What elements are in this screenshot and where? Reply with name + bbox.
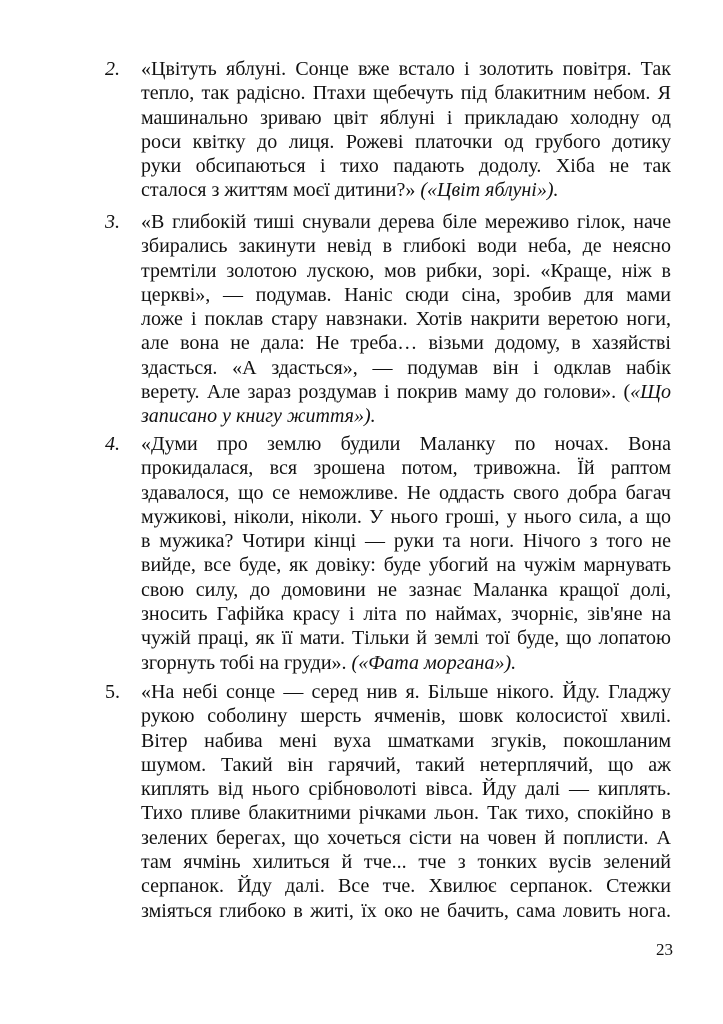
source-title: («Фата моргана»).	[351, 651, 517, 674]
text-line: шумом. Такий він гарячий, такий нетерплячий, що аж	[141, 753, 671, 776]
source-title: («Цвіт яблуні»).	[420, 179, 559, 202]
text-line: рукою соболину шерсть ячменів, шовк колосистої хвилі.	[141, 705, 671, 728]
text-fragment: верету. Але зараз роздумав і покрив маму до голови». (	[141, 381, 631, 404]
text-line: зміяться глибоко в житі, їх око не бачить, сама ловить нога.	[141, 899, 671, 922]
page-number: 23	[656, 940, 673, 959]
text-line: машинально зриваю цвіт яблуні і прикладаю холодну од	[141, 106, 671, 129]
source-title: записано у книгу життя»).	[141, 405, 376, 428]
text-line: збирались закинути невід в глибокі води неба, де неясно	[141, 235, 671, 258]
text-line-last	[141, 651, 671, 675]
text-line: руки обсипаються і тихо падають додолу. Хіба не так	[141, 155, 671, 178]
text-line: «В глибокій тиші снували дерева біле мереживо гілок, наче	[141, 211, 671, 233]
text-fragment: сталося з життям моєї дитини?»	[141, 179, 421, 202]
text-line-last	[141, 178, 671, 202]
text-line: зносить Гафійка красу і літа по наймах, зчорніє, зів'яне на	[141, 603, 671, 626]
text-line: серпанок. Йду далі. Все тче. Хвилює серпанок. Стежки	[141, 875, 671, 898]
source-title-start: «Що	[630, 381, 671, 404]
text-line: мужикові, ніколи, ніколи. У нього гроші, у нього сила, а що	[141, 505, 671, 528]
text-line: роси квітку до лиця. Рожеві платочки од грубого дотику	[141, 130, 671, 153]
item-number: 5.	[105, 681, 120, 703]
item-number: 4.	[105, 433, 120, 455]
text-line: здавалося, що се неможливе. Не оддасть свого добра багач	[141, 481, 671, 504]
text-line: але вона не дала: Не треба… візьми додому, в хазяйстві	[141, 332, 671, 355]
text-line: Тихо пливе блакитними річками льон. Так тихо, спокійно в	[141, 802, 671, 825]
excerpt-text	[141, 210, 671, 429]
text-line: свою силу, до домовини не зазнає Маланка кращої долі,	[141, 578, 671, 601]
text-line: зелених берегах, що хочеться сісти на човен й поплисти. А	[141, 826, 671, 849]
text-line: «Думи про землю будили Маланку по ночах. Вона	[141, 433, 671, 455]
text-line: в мужика? Чотири кінці — руки та ноги. Нічого з того не	[141, 530, 671, 553]
text-fragment: згорнуть тобі на груди».	[141, 651, 352, 674]
excerpt-text	[141, 680, 671, 923]
text-line: там ячмінь хилиться й тче... тче з тонких вусів зелений	[141, 851, 671, 874]
excerpt-text	[141, 432, 671, 675]
item-number: 2.	[105, 58, 120, 80]
excerpt-text	[141, 57, 671, 203]
text-line: ложе і поклав стару навзнаки. Хотів накрити веретою ноги,	[141, 308, 671, 331]
text-line: прокидалася, вся зрошена потом, тривожна. Їй раптом	[141, 457, 671, 480]
text-line: тремтіли золотою лускою, мов рибки, зорі. «Краще, ніж в	[141, 259, 671, 282]
text-line: чужій праці, як її мати. Тільки й землі тої буде, що лопатою	[141, 627, 671, 650]
text-line: церкві», — подумав. Наніс сюди сіна, зробив для мами	[141, 283, 671, 306]
text-line-with-source	[141, 380, 671, 404]
text-line: Вітер набива мені вуха шматками згуків, покошланим	[141, 729, 671, 752]
text-line: вийде, все буде, як довіку: буде убогий на чужім марнувать	[141, 554, 671, 577]
item-number: 3.	[105, 211, 120, 233]
text-line: «Цвітуть яблуні. Сонце вже встало і золотить повітря. Так	[141, 58, 671, 80]
text-line: здасться. «А здасться», — подумав він і одклав набік	[141, 356, 671, 379]
text-line: «На небі сонце — серед нив я. Більше нікого. Йду. Гладжу	[141, 681, 671, 703]
text-line: киплять від нього срібноволоті вівса. Йду далі — киплять.	[141, 778, 671, 801]
text-line: тепло, так радісно. Птахи щебечуть під блакитним небом. Я	[141, 82, 671, 105]
